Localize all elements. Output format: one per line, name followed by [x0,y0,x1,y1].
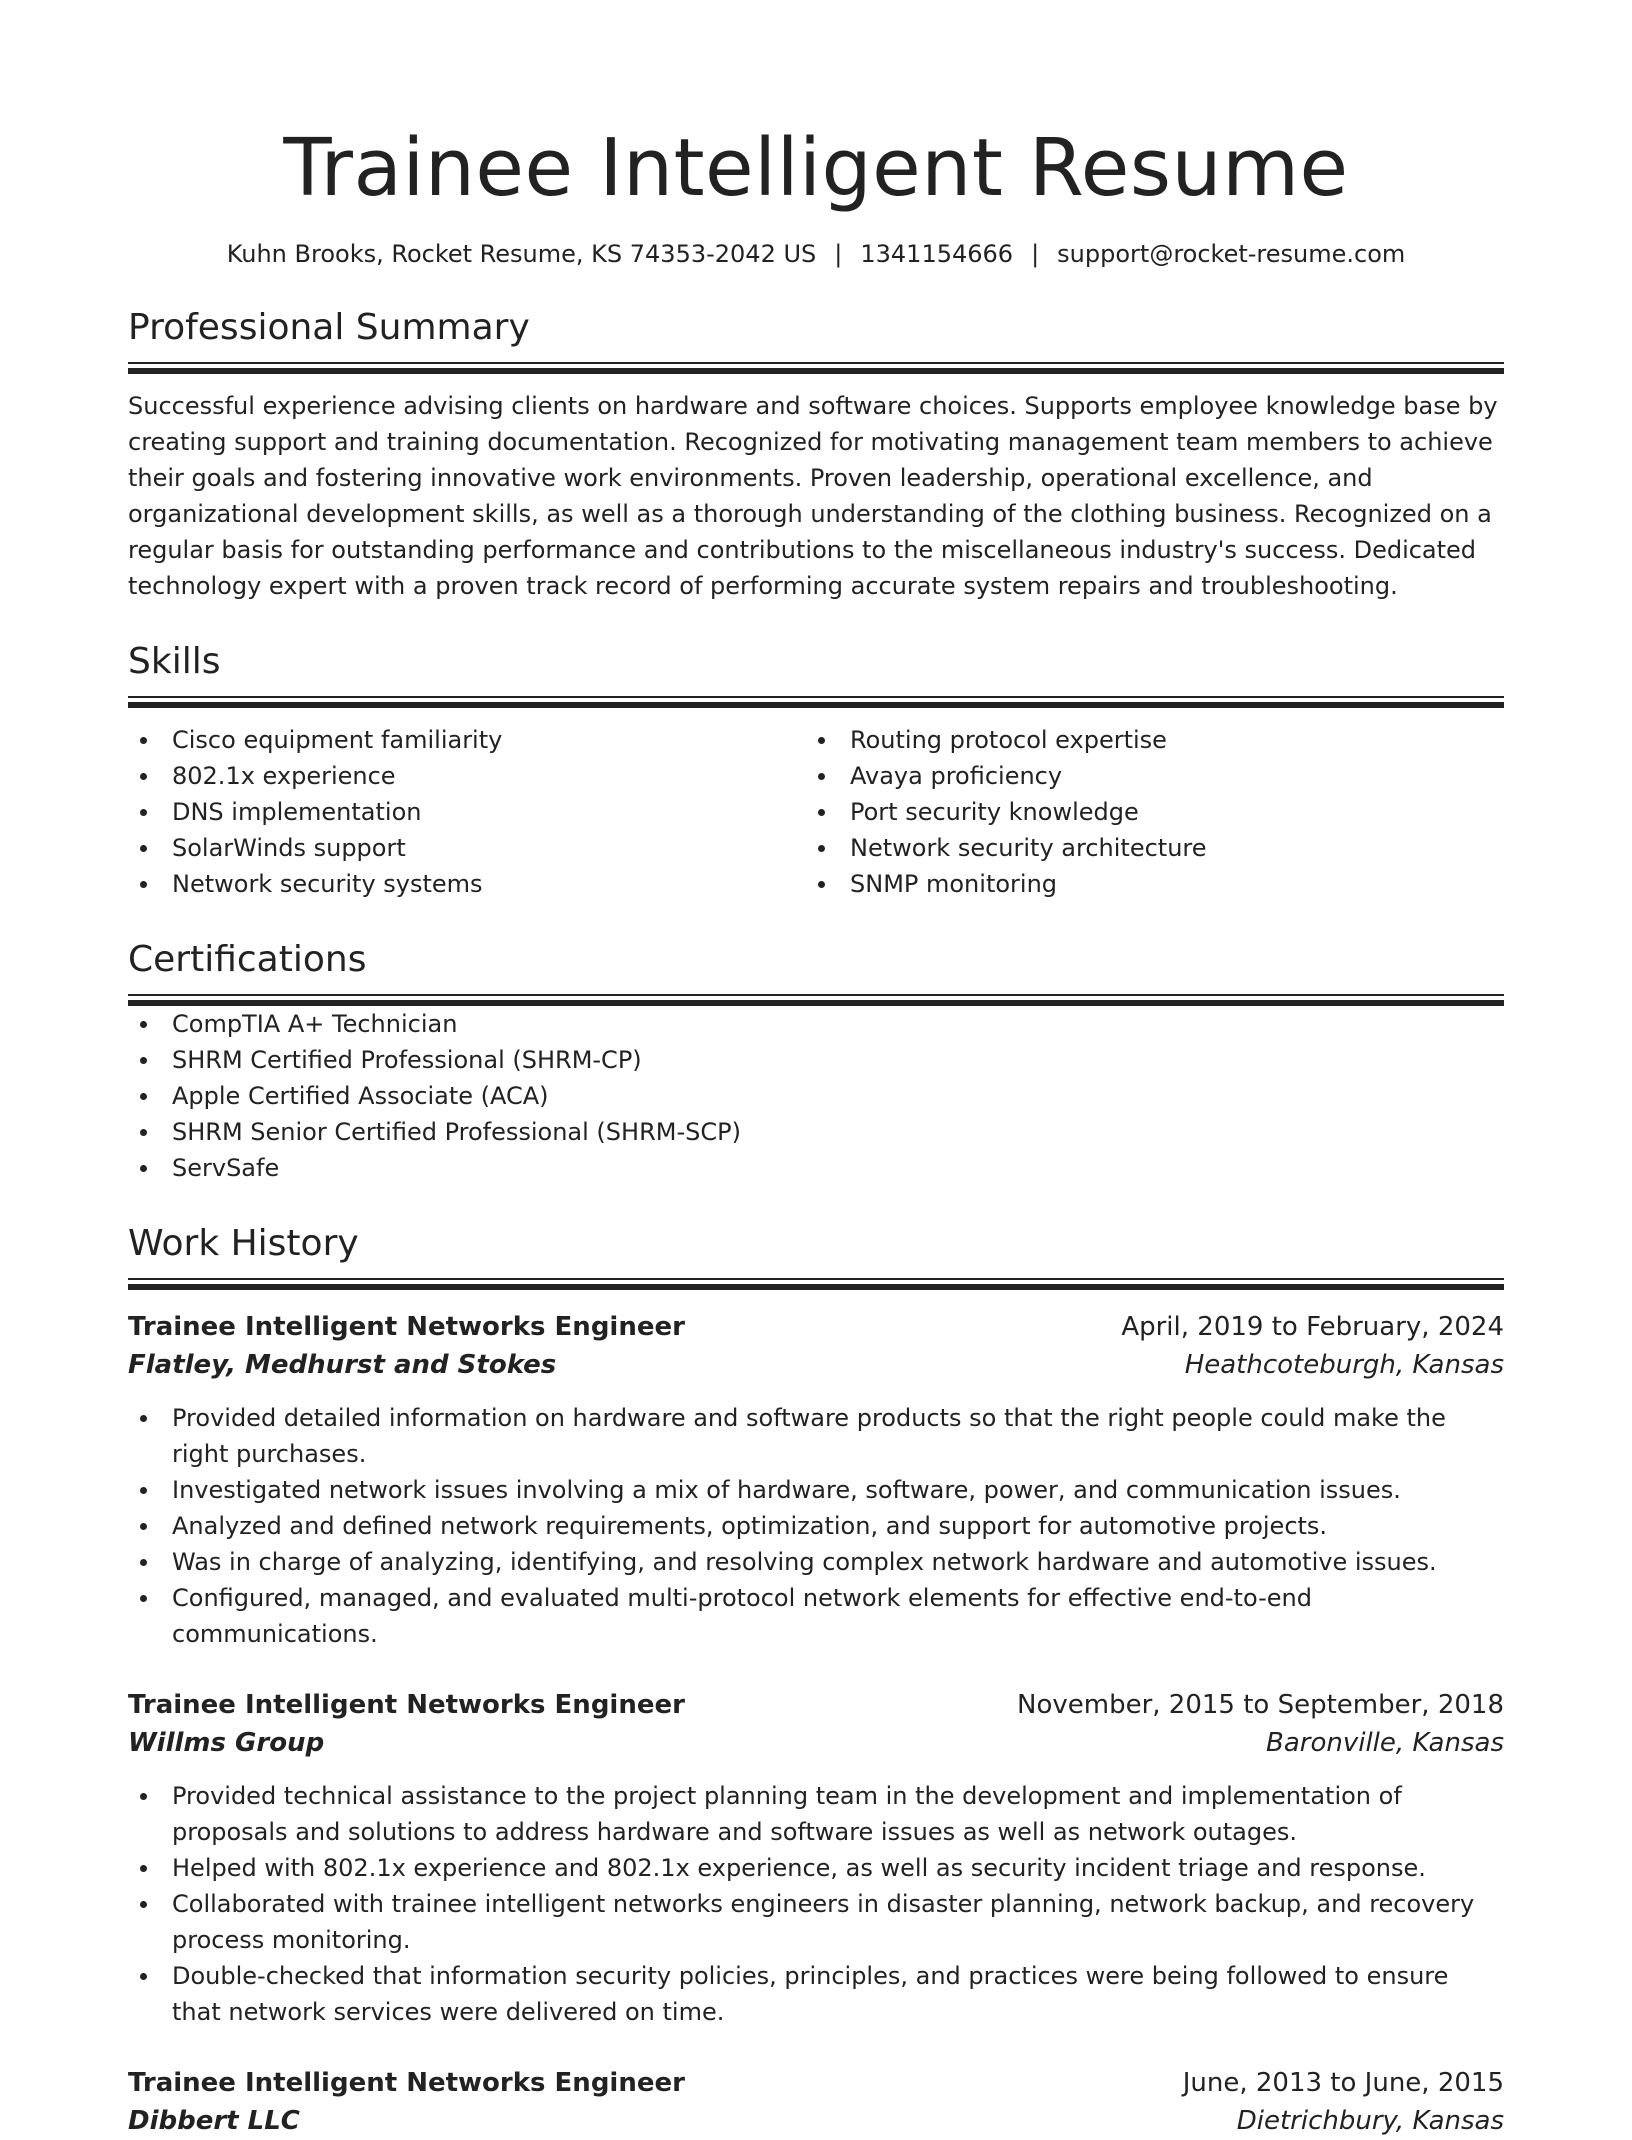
job-bullet-item [172,1400,1504,1472]
skill-item [850,830,1484,866]
resume-page [128,0,1504,2140]
bullet-icon [140,1595,147,1602]
contact-separator: | [1031,240,1040,268]
skills-column-left [128,722,806,902]
certification-item [172,1078,1504,1114]
job-bullets [128,1778,1504,2030]
certification-text: CompTIA A+ Technician [172,1010,458,1038]
work-history-section [128,1222,1504,2140]
skill-item [850,794,1484,830]
job-company: Flatley, Medhurst and Stokes [128,1350,557,1380]
job-dates: November, 2015 to September, 2018 [1017,1690,1504,1720]
bullet-icon [140,1901,147,1908]
skills-list-left [128,722,806,902]
certification-text: Apple Certified Associate (ACA) [172,1082,549,1110]
contact-line [128,238,1504,270]
job-header-row [128,1686,1504,1724]
bullet-icon [140,1487,147,1494]
resume-name: Trainee Intelligent Resume [283,122,1349,214]
job-title: Trainee Intelligent Networks Engineer [128,1312,685,1342]
job-bullet-text: Helped with 802.1x experience and 802.1x experience, as well as security incident triage and response. [172,1854,1426,1882]
contact-address: Kuhn Brooks, Rocket Resume, KS 74353-2042 US [226,240,817,268]
skill-text: SNMP monitoring [850,870,1058,898]
skill-text: SolarWinds support [172,834,406,862]
bullet-icon [140,845,147,852]
certifications-section [128,938,1504,1186]
contact-phone: 1341154666 [860,240,1014,268]
job-bullet-text: Collaborated with trainee intelligent networks engineers in disaster planning, network backup, and recovery process monitoring. [172,1890,1475,1954]
job-entry [128,1686,1504,2030]
skill-item [172,794,806,830]
skill-text: Avaya proficiency [850,762,1063,790]
bullet-icon [140,881,147,888]
job-bullet-item [172,1850,1504,1886]
job-dates: April, 2019 to February, 2024 [1121,1312,1504,1342]
bullet-icon [140,1415,147,1422]
bullet-icon [140,1559,147,1566]
skills-column-right [806,722,1484,902]
certification-item [172,1006,1504,1042]
job-bullet-text: Investigated network issues involving a mix of hardware, software, power, and communication issues. [172,1476,1401,1504]
job-bullet-text: Provided detailed information on hardware and software products so that the right people could make the right purchases. [172,1404,1446,1468]
section-divider [128,994,1504,1006]
job-title: Trainee Intelligent Networks Engineer [128,1690,685,1720]
job-title: Trainee Intelligent Networks Engineer [128,2068,685,2098]
skill-text: Network security systems [172,870,483,898]
bullet-icon [140,1523,147,1530]
section-divider [128,1278,1504,1290]
certification-text: ServSafe [172,1154,280,1182]
contact-email[interactable]: support@rocket-resume.com [1057,240,1406,268]
skill-item [850,866,1484,902]
section-title-summary: Professional Summary [128,307,530,348]
section-title-certifications: Certifications [128,939,367,980]
bullet-icon [140,1021,147,1028]
bullet-icon [140,773,147,780]
job-bullet-item [172,1580,1504,1652]
job-bullet-item [172,1778,1504,1850]
job-bullet-text: Analyzed and defined network requirements, optimization, and support for automotive projects. [172,1512,1328,1540]
job-company-row [128,1346,1504,1384]
skill-item [172,758,806,794]
skill-item [850,722,1484,758]
bullet-icon [140,1129,147,1136]
job-location: Baronville, Kansas [1266,1728,1504,1758]
bullet-icon [140,1865,147,1872]
skills-columns [128,722,1504,902]
job-bullet-text: Configured, managed, and evaluated multi-protocol network elements for effective end-to-end communications. [172,1584,1312,1648]
job-entry [128,2064,1504,2140]
job-dates: June, 2013 to June, 2015 [1182,2068,1504,2098]
skills-section [128,640,1504,902]
certification-item [172,1042,1504,1078]
job-company: Dibbert LLC [128,2106,300,2136]
skill-item [172,866,806,902]
job-header-row [128,2064,1504,2102]
bullet-icon [818,737,825,744]
contact-separator: | [834,240,843,268]
bullet-icon [140,1093,147,1100]
skill-text: Port security knowledge [850,798,1139,826]
summary-text: Successful experience advising clients on hardware and software choices. Supports employee knowledge base by creating support and training documentation. Recognized for motivating management team members to achieve their goals and fostering innovative work environments. Proven leadership, operational excellence, and organizational development skills, as well as a thorough understanding of the clothing business. Recognized on a regular basis for outstanding performance and contributions to the miscellaneous industry's success. Dedicated technology expert with a proven track record of performing accurate system repairs and troubleshooting. [128,392,1498,600]
job-bullet-item [172,1544,1504,1580]
bullet-icon [140,1165,147,1172]
skill-text: Cisco equipment familiarity [172,726,503,754]
job-bullet-item [172,1472,1504,1508]
job-bullet-item [172,1508,1504,1544]
bullet-icon [140,1057,147,1064]
section-divider [128,362,1504,374]
job-bullet-item [172,1886,1504,1958]
job-header-row [128,1308,1504,1346]
job-entry [128,1308,1504,1652]
section-title-skills: Skills [128,641,221,682]
certifications-list [128,1006,1504,1186]
job-bullets [128,1400,1504,1652]
bullet-icon [140,737,147,744]
job-bullet-text: Double-checked that information security policies, principles, and practices were being followed to ensure that network services were delivered on time. [172,1962,1449,2026]
skill-text: Network security architecture [850,834,1207,862]
bullet-icon [818,773,825,780]
job-bullet-text: Was in charge of analyzing, identifying, and resolving complex network hardware and automotive issues. [172,1548,1437,1576]
certification-text: SHRM Senior Certified Professional (SHRM-SCP) [172,1118,741,1146]
skill-text: Routing protocol expertise [850,726,1167,754]
skill-text: DNS implementation [172,798,422,826]
bullet-icon [140,1793,147,1800]
skill-item [172,830,806,866]
job-company-row [128,2102,1504,2140]
job-location: Dietrichbury, Kansas [1236,2106,1504,2136]
certification-text: SHRM Certified Professional (SHRM-CP) [172,1046,642,1074]
job-bullet-item [172,1958,1504,2030]
job-company: Willms Group [128,1728,325,1758]
bullet-icon [818,809,825,816]
certification-item [172,1114,1504,1150]
bullet-icon [140,1973,147,1980]
skills-list-right [806,722,1484,902]
section-divider [128,696,1504,708]
job-bullet-text: Provided technical assistance to the project planning team in the development and implementation of proposals and solutions to address hardware and software issues as well as network outages. [172,1782,1402,1846]
bullet-icon [140,809,147,816]
skill-item [172,722,806,758]
section-title-work-history: Work History [128,1223,359,1264]
summary-section [128,306,1504,604]
certification-item [172,1150,1504,1186]
bullet-icon [818,845,825,852]
bullet-icon [818,881,825,888]
job-company-row [128,1724,1504,1762]
skill-item [850,758,1484,794]
job-location: Heathcoteburgh, Kansas [1184,1350,1504,1380]
skill-text: 802.1x experience [172,762,396,790]
